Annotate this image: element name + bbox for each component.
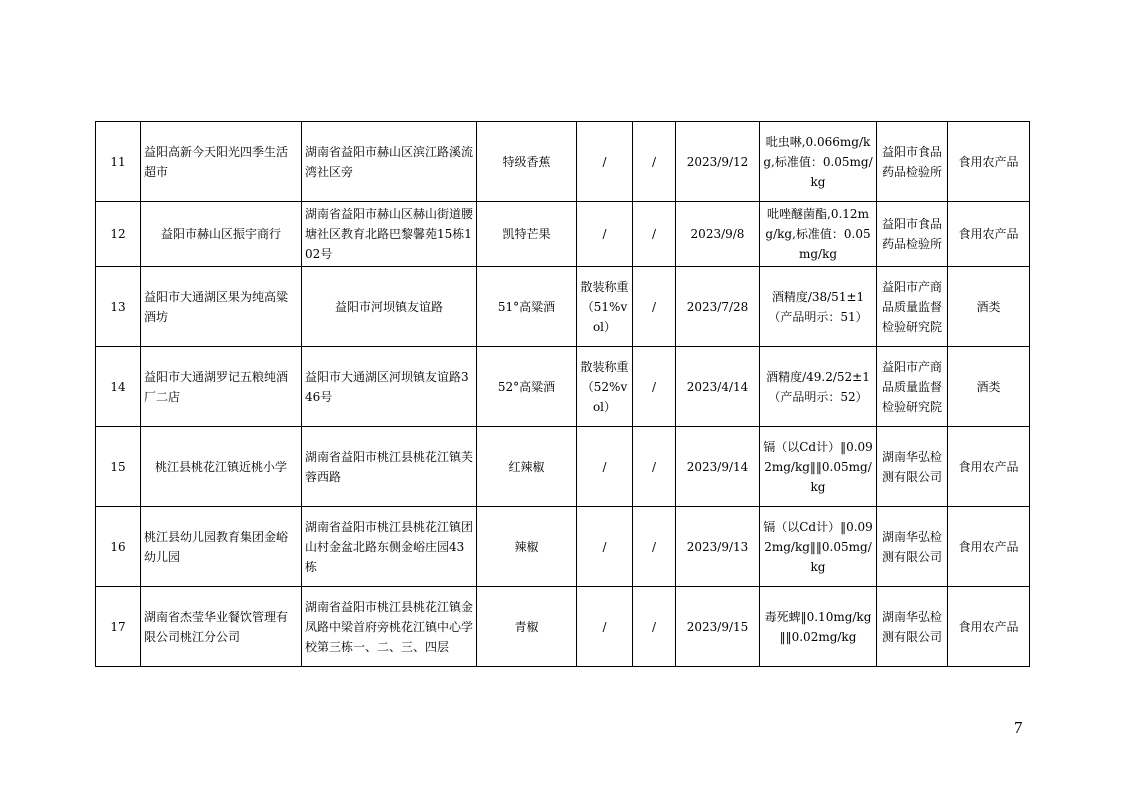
product-spec: / [577,427,633,507]
test-agency: 益阳市食品药品检验所 [877,122,948,202]
failed-item: 吡唑醚菌酯,0.12mg/kg,标准值：0.05mg/kg [760,202,877,267]
food-category: 食用农产品 [948,122,1030,202]
brand: / [633,202,676,267]
brand: / [633,347,676,427]
row-number: 13 [96,267,141,347]
food-category: 食用农产品 [948,202,1030,267]
sample-date: 2023/9/13 [676,507,760,587]
test-agency: 湖南华弘检测有限公司 [877,427,948,507]
company-address: 湖南省益阳市赫山区赫山街道腰塘社区教育北路巴黎馨苑15栋102号 [302,202,477,267]
brand: / [633,122,676,202]
product-name: 青椒 [477,587,577,667]
results-table [95,121,1030,667]
product-name: 红辣椒 [477,427,577,507]
table-row [96,587,1030,667]
test-agency: 湖南华弘检测有限公司 [877,587,948,667]
sample-date: 2023/4/14 [676,347,760,427]
company-name: 益阳市赫山区振宇商行 [141,202,302,267]
row-number: 15 [96,427,141,507]
food-category: 食用农产品 [948,587,1030,667]
company-name: 益阳市大通湖区果为纯高粱酒坊 [141,267,302,347]
sample-date: 2023/9/8 [676,202,760,267]
sample-date: 2023/7/28 [676,267,760,347]
test-agency: 湖南华弘检测有限公司 [877,507,948,587]
brand: / [633,427,676,507]
row-number: 11 [96,122,141,202]
company-address: 益阳市河坝镇友谊路 [302,267,477,347]
failed-item: 酒精度/38/51±1（产品明示：51） [760,267,877,347]
row-number: 12 [96,202,141,267]
product-spec: / [577,507,633,587]
row-number: 16 [96,507,141,587]
product-spec: / [577,122,633,202]
brand: / [633,267,676,347]
company-address: 湖南省益阳市桃江县桃花江镇金凤路中梁首府旁桃花江镇中心学校第三栋一、二、三、四层 [302,587,477,667]
product-spec: / [577,202,633,267]
product-name: 凯特芒果 [477,202,577,267]
table-row [96,122,1030,202]
page-number: 7 [1014,718,1023,737]
sample-date: 2023/9/14 [676,427,760,507]
company-address: 湖南省益阳市桃江县桃花江镇芙蓉西路 [302,427,477,507]
brand: / [633,507,676,587]
test-agency: 益阳市产商品质量监督检验研究院 [877,267,948,347]
product-name: 特级香蕉 [477,122,577,202]
food-category: 酒类 [948,347,1030,427]
food-category: 食用农产品 [948,507,1030,587]
table-row [96,507,1030,587]
food-category: 食用农产品 [948,427,1030,507]
table-row [96,427,1030,507]
product-spec: / [577,587,633,667]
company-name: 桃江县幼儿园教育集团金峪幼儿园 [141,507,302,587]
product-name: 51°高粱酒 [477,267,577,347]
table-row [96,202,1030,267]
failed-item: 吡虫啉,0.066mg/kg,标准值：0.05mg/kg [760,122,877,202]
table-row [96,347,1030,427]
failed-item: 酒精度/49.2/52±1（产品明示：52） [760,347,877,427]
company-address: 益阳市大通湖区河坝镇友谊路346号 [302,347,477,427]
row-number: 17 [96,587,141,667]
table-row [96,267,1030,347]
test-agency: 益阳市产商品质量监督检验研究院 [877,347,948,427]
failed-item: 镉（以Cd计）‖0.092mg/kg‖‖0.05mg/kg [760,427,877,507]
company-name: 湖南省杰莹华业餐饮管理有限公司桃江分公司 [141,587,302,667]
company-address: 湖南省益阳市桃江县桃花江镇团山村金盆北路东侧金峪庄园43栋 [302,507,477,587]
brand: / [633,587,676,667]
food-category: 酒类 [948,267,1030,347]
product-spec: 散装称重（51%vol） [577,267,633,347]
failed-item: 镉（以Cd计）‖0.092mg/kg‖‖0.05mg/kg [760,507,877,587]
product-spec: 散装称重（52%vol） [577,347,633,427]
company-name: 桃江县桃花江镇近桃小学 [141,427,302,507]
product-name: 52°高粱酒 [477,347,577,427]
test-agency: 益阳市食品药品检验所 [877,202,948,267]
company-name: 益阳高新今天阳光四季生活超市 [141,122,302,202]
company-name: 益阳市大通湖罗记五粮纯酒厂二店 [141,347,302,427]
sample-date: 2023/9/15 [676,587,760,667]
sample-date: 2023/9/12 [676,122,760,202]
row-number: 14 [96,347,141,427]
company-address: 湖南省益阳市赫山区滨江路溪流湾社区旁 [302,122,477,202]
product-name: 辣椒 [477,507,577,587]
failed-item: 毒死蜱‖0.10mg/kg‖‖0.02mg/kg [760,587,877,667]
